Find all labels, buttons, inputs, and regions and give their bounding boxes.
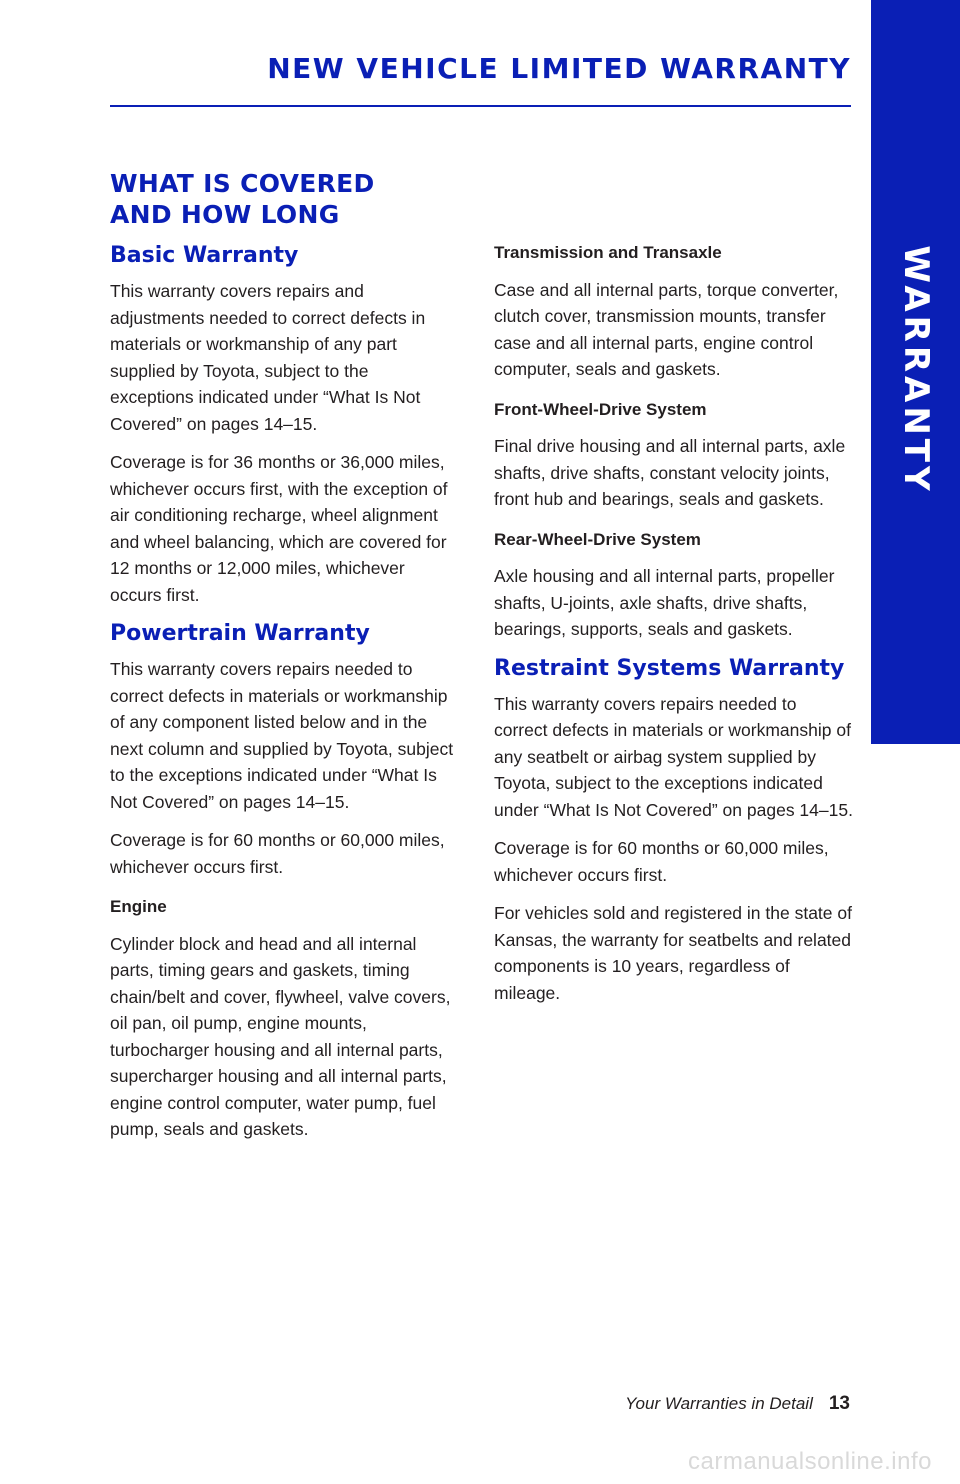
footer-section-title: Your Warranties in Detail [625, 1394, 813, 1413]
page-number: 13 [828, 1393, 850, 1414]
side-tab-label: WARRANTY [895, 245, 936, 495]
powertrain-warranty-coverage: Coverage is for 60 months or 60,000 miles, whichever occurs first. [110, 830, 445, 877]
basic-warranty-coverage: Coverage is for 36 months or 36,000 miles, whichever occurs first, with the exception of air conditioning recharge, wheel alignment and wheel balancing, which are covered for 12 months or 12,000 miles, whichever occurs first. [110, 452, 448, 605]
restraint-kansas-note: For vehicles sold and registered in the state of Kansas, the warranty for seatbelts and related components is 10 years, regardless of mileage. [494, 903, 852, 1003]
transmission-label: Transmission and Transaxle [494, 243, 722, 262]
rwd-label: Rear-Wheel-Drive System [494, 529, 701, 549]
engine-text: Cylinder block and head and all internal parts, timing gears and gaskets, timing chain/belt and cover, flywheel, valve covers, oil pan, oil pump, engine mounts, turbocharger housing and all internal parts, supercharger housing and all internal parts, engine control computer, water pump, fuel pump, seals and gaskets. [110, 933, 451, 1139]
fwd-text: Final drive housing and all internal parts, axle shafts, drive shafts, constant velocity joints, front hub and bearings, seals and gaskets. [494, 436, 846, 509]
header-rule [110, 105, 851, 107]
restraint-warranty-text: This warranty covers repairs needed to correct defects in materials or workmanship of any seatbelt or airbag system supplied by Toyota, subject to the exceptions indicated under “What Is Not Covered” on pages 14–15. [494, 693, 853, 820]
fwd-label: Front-Wheel-Drive System [494, 399, 707, 419]
left-column [110, 168, 455, 1155]
side-tab [871, 0, 960, 744]
engine-label: Engine [110, 897, 167, 916]
section-heading [110, 168, 455, 230]
right-column [494, 240, 854, 1018]
page-footer [625, 1393, 850, 1415]
section-heading-line1: WHAT IS COVERED [110, 169, 375, 198]
basic-warranty-heading: Basic Warranty [110, 243, 299, 268]
page-header-title: NEW VEHICLE LIMITED WARRANTY [267, 52, 851, 85]
rwd-text: Axle housing and all internal parts, propeller shafts, U-joints, axle shafts, drive shafts, bearings, supports, seals and gaskets. [494, 566, 835, 639]
powertrain-warranty-heading: Powertrain Warranty [110, 621, 370, 646]
restraint-warranty-coverage: Coverage is for 60 months or 60,000 miles, whichever occurs first. [494, 838, 829, 885]
transmission-text: Case and all internal parts, torque converter, clutch cover, transmission mounts, transfer case and all internal parts, engine control computer, seals and gaskets. [494, 279, 839, 379]
restraint-warranty-heading: Restraint Systems Warranty [494, 655, 845, 681]
basic-warranty-text: This warranty covers repairs and adjustments needed to correct defects in materials or workmanship of any part supplied by Toyota, subject to the exceptions indicated under “What Is Not Covered” on pages 14–15. [110, 281, 426, 434]
watermark: carmanualsonline.info [688, 1448, 932, 1475]
powertrain-warranty-text: This warranty covers repairs needed to correct defects in materials or workmanship of any component listed below and in the next column and supplied by Toyota, subject to the exceptions indicated under “What Is Not Covered” on pages 14–15. [110, 659, 454, 812]
section-heading-line2: AND HOW LONG [110, 200, 340, 229]
